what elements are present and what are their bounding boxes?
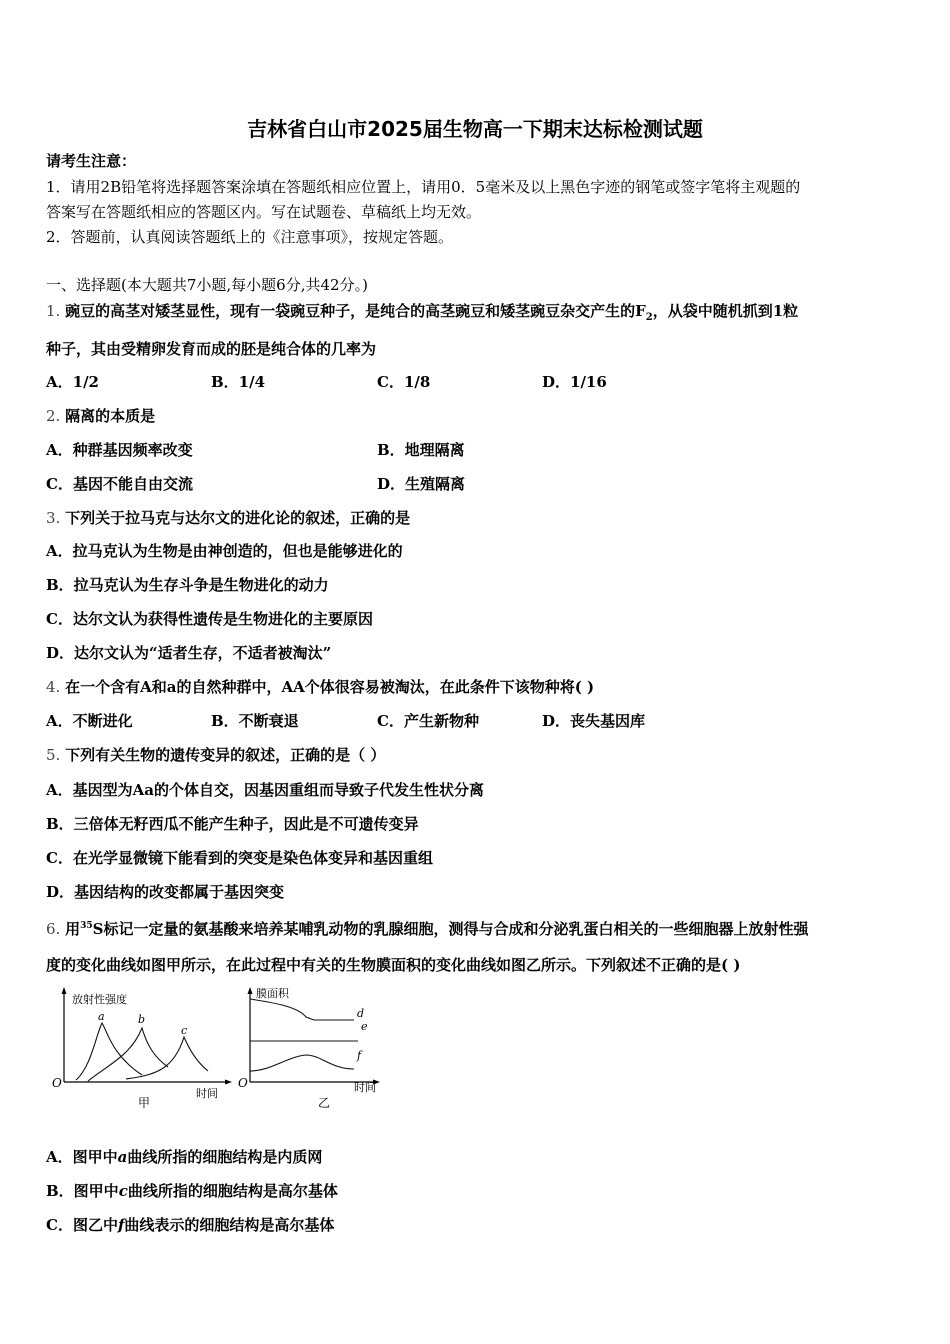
- option-c: C．1/8: [377, 373, 431, 391]
- option-d: D．丧失基因库: [542, 712, 646, 730]
- notice-line-2: 2．答题前，认真阅读答题纸上的《注意事项》，按规定答题。: [46, 228, 454, 246]
- curve-f-label: f: [357, 1049, 362, 1062]
- question-number: 2.: [46, 407, 61, 425]
- figure-yi-graph: [236, 985, 386, 1113]
- notice-heading: 请考生注意：: [46, 152, 137, 170]
- question-5: [46, 745, 385, 765]
- option-a: A．拉马克认为生物是由神创造的，但也是能够进化的: [46, 542, 403, 560]
- curve-a: [76, 1023, 142, 1080]
- curve-f: [250, 1055, 354, 1071]
- curve-d-label: d: [357, 1007, 365, 1020]
- origin-label: O: [52, 1076, 62, 1090]
- section-heading: 一、选择题(本大题共7小题,每小题6分,共42分。): [46, 276, 368, 294]
- option-d: D．生殖隔离: [377, 475, 466, 493]
- question-text: 隔离的本质是: [65, 407, 156, 425]
- option-variable: f: [117, 1216, 125, 1234]
- option-c: C．在光学显微镜下能看到的突变是染色体变异和基因重组: [46, 849, 433, 867]
- question-text: 在一个含有A和a的自然种群中，AA个体很容易被淘汰，在此条件下该物种将( ): [65, 678, 595, 696]
- question-6-cont: 度的变化曲线如图甲所示，在此过程中有关的生物膜面积的变化曲线如图乙所示。下列叙述不正确的是( ): [46, 956, 741, 974]
- option-a: A．不断进化: [46, 712, 133, 730]
- curve-d: [250, 999, 354, 1020]
- question-number: 1.: [46, 302, 61, 320]
- option-text: A．图甲中: [46, 1148, 118, 1166]
- option-text-cont: 曲线所指的细胞结构是高尔基体: [127, 1182, 338, 1200]
- figure-caption: 甲: [138, 1096, 151, 1110]
- option-text-cont: 曲线表示的细胞结构是高尔基体: [124, 1216, 335, 1234]
- option-c: C．产生新物种: [377, 712, 479, 730]
- y-axis-label: 放射性强度: [72, 993, 127, 1006]
- question-text-cont: S标记一定量的氨基酸来培养某哺乳动物的乳腺细胞，测得与合成和分泌乳蛋白相关的一些细胞器上放射性强: [92, 920, 809, 938]
- question-text: 下列关于拉马克与达尔文的进化论的叙述，正确的是: [65, 509, 411, 527]
- x-axis-label: 时间: [196, 1087, 218, 1100]
- y-axis-arrow: [248, 987, 253, 994]
- option-c: [46, 1215, 334, 1235]
- superscript: 35: [80, 921, 93, 931]
- option-a: A．1/2: [46, 373, 99, 391]
- subscript: 2: [645, 312, 653, 323]
- question-1: [46, 301, 798, 328]
- option-c: C．达尔文认为获得性遗传是生物进化的主要原因: [46, 610, 373, 628]
- x-axis-arrow: [225, 1080, 232, 1085]
- curve-b: [88, 1028, 168, 1081]
- question-2: [46, 406, 155, 426]
- page-title: 吉林省白山市2025届生物高一下期末达标检测试题: [247, 117, 703, 141]
- option-a: A．基因型为Aa的个体自交，因基因重组而导致子代发生性状分离: [46, 781, 484, 799]
- question-6: [46, 916, 808, 939]
- question-3: [46, 508, 410, 528]
- y-axis-label: 膜面积: [256, 987, 289, 1000]
- y-axis-arrow: [62, 987, 67, 994]
- option-text: B．图甲中: [46, 1182, 119, 1200]
- option-variable: a: [117, 1148, 128, 1166]
- option-b: B．1/4: [211, 373, 266, 391]
- option-c: C．基因不能自由交流: [46, 475, 193, 493]
- figure-jia: [46, 985, 236, 1117]
- origin-label: O: [238, 1076, 248, 1090]
- question-text: 豌豆的高茎对矮茎显性，现有一袋豌豆种子，是纯合的高茎豌豆和矮茎豌豆杂交产生的F: [65, 302, 646, 320]
- x-axis-label: 时间: [354, 1081, 376, 1094]
- option-a: [46, 1147, 322, 1167]
- curve-a-label: a: [98, 1010, 105, 1023]
- question-text: 下列有关生物的遗传变异的叙述，正确的是（ ）: [65, 746, 386, 764]
- question-number: 4.: [46, 678, 61, 696]
- question-number: 6.: [46, 920, 61, 938]
- question-number: 3.: [46, 509, 61, 527]
- notice-line-1-cont: 答案写在答题纸相应的答题区内。写在试题卷、草稿纸上均无效。: [46, 203, 482, 221]
- notice-line-1: 1．请用2B铅笔将选择题答案涂填在答题纸相应位置上，请用0．5毫米及以上黑色字迹的钢笔或签字笔将主观题的: [46, 178, 801, 196]
- question-text: 用: [65, 920, 81, 938]
- option-b: [46, 1181, 338, 1201]
- figure-caption: 乙: [318, 1096, 331, 1110]
- figure-yi: [236, 985, 386, 1117]
- curve-c-label: c: [181, 1024, 188, 1037]
- figure-jia-graph: [46, 985, 236, 1113]
- question-number: 5.: [46, 746, 61, 764]
- option-d: D．达尔文认为“适者生存，不适者被淘汰”: [46, 644, 332, 662]
- option-b: B．地理隔离: [377, 441, 465, 459]
- option-text: C．图乙中: [46, 1216, 118, 1234]
- option-b: B．不断衰退: [211, 712, 299, 730]
- option-text-cont: 曲线所指的细胞结构是内质网: [127, 1148, 323, 1166]
- option-a: A．种群基因频率改变: [46, 441, 193, 459]
- option-d: D．1/16: [542, 373, 607, 391]
- question-4: [46, 677, 594, 697]
- question-1-cont: 种子，其由受精卵发育而成的胚是纯合体的几率为: [46, 340, 377, 358]
- option-b: B．拉马克认为生存斗争是生物进化的动力: [46, 576, 329, 594]
- question-text-cont: ，从袋中随机抓到1粒: [652, 302, 799, 320]
- option-b: B．三倍体无籽西瓜不能产生种子，因此是不可遗传变异: [46, 815, 419, 833]
- curve-e-label: e: [361, 1020, 368, 1033]
- curve-b-label: b: [138, 1013, 146, 1026]
- option-d: D．基因结构的改变都属于基因突变: [46, 883, 285, 901]
- option-variable: c: [118, 1182, 128, 1200]
